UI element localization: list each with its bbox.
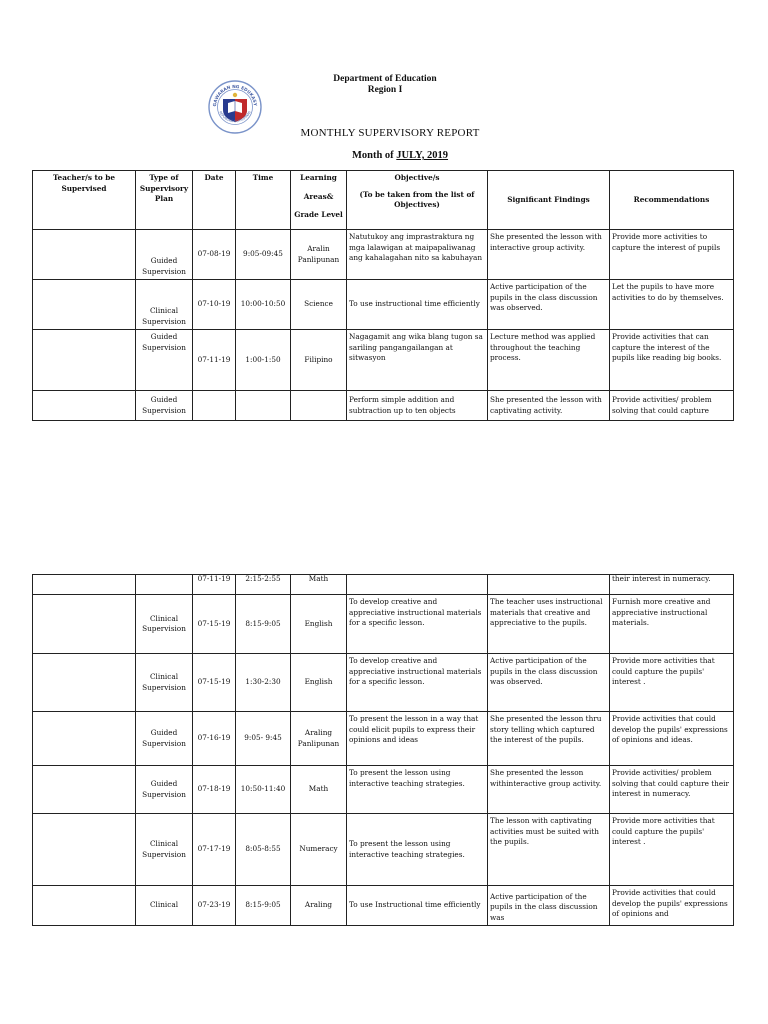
cell-findings: She presented the lesson withinteractive group activity.: [488, 766, 610, 814]
header-teacher: Teacher/s to be Supervised: [33, 171, 136, 230]
cell-area: English: [291, 654, 347, 712]
cell-area: Math: [291, 575, 347, 595]
cell-findings: The teacher uses instructional materials that creative and appreciative to the pupils.: [488, 595, 610, 654]
cell-findings: Active participation of the pupils in the class discussion was observed.: [488, 280, 610, 330]
cell-recommendations: Provide more activities that could capture the pupils' interest .: [610, 654, 734, 712]
table-header-row: [33, 171, 734, 230]
cell-date: [193, 391, 236, 421]
cell-date: 07-15-19: [193, 595, 236, 654]
department-block: [290, 74, 480, 96]
cell-time: [236, 391, 291, 421]
cell-date: 07-10-19: [193, 280, 236, 330]
cell-time: 8:15-9:05: [236, 886, 291, 926]
cell-type: Clinical Supervision: [136, 654, 193, 712]
cell-type: Guided Supervision: [136, 330, 193, 391]
cell-recommendations: Let the pupils to have more activities to do by themselves.: [610, 280, 734, 330]
cell-findings: Lecture method was applied throughout the teaching process.: [488, 330, 610, 391]
table-row: [33, 230, 734, 280]
cell-recommendations: Provide activities/ problem solving that could capture their interest in numeracy.: [610, 766, 734, 814]
cell-findings: Active participation of the pupils in the class discussion was: [488, 886, 610, 926]
cell-time: 9:05- 9:45: [236, 712, 291, 766]
cell-recommendations: Provide activities that could develop the pupils' expressions of opinions and ideas.: [610, 712, 734, 766]
cell-findings: She presented the lesson with captivating activity.: [488, 391, 610, 421]
cell-teacher: [33, 886, 136, 926]
supervisory-table-page-1: [32, 170, 734, 421]
cell-date: 07-08-19: [193, 230, 236, 280]
cell-time: 10:00-10:50: [236, 280, 291, 330]
header-learning-c: Grade Level: [294, 210, 343, 219]
cell-type: Guided Supervision: [136, 391, 193, 421]
cell-time: 1:00-1:50: [236, 330, 291, 391]
cell-objective: To develop creative and appreciative instructional materials for a specific lesson.: [347, 595, 488, 654]
cell-type: Clinical Supervision: [136, 280, 193, 330]
cell-time: 8:15-9:05: [236, 595, 291, 654]
cell-area: English: [291, 595, 347, 654]
cell-objective: To present the lesson in a way that could elicit pupils to express their opinions and ideas: [347, 712, 488, 766]
month-line: [300, 150, 500, 161]
report-title: MONTHLY SUPERVISORY REPORT: [300, 127, 480, 139]
cell-recommendations: Provide activities that can capture the interest of the pupils like reading big books.: [610, 330, 734, 391]
cell-date: 07-15-19: [193, 654, 236, 712]
cell-type: Guided Supervision: [136, 230, 193, 280]
cell-time: 10:50-11:40: [236, 766, 291, 814]
cell-type: [136, 575, 193, 595]
cell-area: Araling Panlipunan: [291, 712, 347, 766]
table-row: [33, 886, 734, 926]
header-learning-a: Learning: [300, 173, 337, 182]
cell-teacher: [33, 814, 136, 886]
header-date: Date: [193, 171, 236, 230]
cell-objective: Perform simple addition and subtraction up to ten objects: [347, 391, 488, 421]
cell-objective: Nagagamit ang wika blang tugon sa sariling pangangailangan at sitwasyon: [347, 330, 488, 391]
cell-teacher: [33, 595, 136, 654]
cell-findings: [488, 575, 610, 595]
cell-recommendations: their interest in numeracy.: [610, 575, 734, 595]
cell-type: Clinical: [136, 886, 193, 926]
cell-objective: To present the lesson using interactive teaching strategies.: [347, 766, 488, 814]
department-name: Department of Education: [333, 74, 437, 84]
table-row: [33, 654, 734, 712]
supervisory-table-page-2: [32, 574, 734, 926]
cell-teacher: [33, 391, 136, 421]
table-row: [33, 712, 734, 766]
cell-teacher: [33, 330, 136, 391]
cell-area: Aralin Panlipunan: [291, 230, 347, 280]
cell-teacher: [33, 575, 136, 595]
table-row: [33, 595, 734, 654]
table-row: [33, 330, 734, 391]
cell-date: 07-11-19: [193, 575, 236, 595]
table-row-continued: [33, 575, 734, 595]
header-learning-area: [291, 171, 347, 230]
cell-teacher: [33, 654, 136, 712]
cell-time: 9:05-09:45: [236, 230, 291, 280]
cell-type: Clinical Supervision: [136, 814, 193, 886]
cell-recommendations: Provide activities that could develop the pupils' expressions of opinions and: [610, 886, 734, 926]
cell-objective: To use Instructional time efficiently: [347, 886, 488, 926]
cell-area: Araling: [291, 886, 347, 926]
report-header: [0, 0, 768, 170]
header-objective: [347, 171, 488, 230]
cell-time: 2:15-2:55: [236, 575, 291, 595]
cell-area: Science: [291, 280, 347, 330]
seal-ring-text: GAWARAN NG EDUKASY: [212, 84, 258, 107]
cell-findings: Active participation of the pupils in the class discussion was observed.: [488, 654, 610, 712]
table-row: [33, 766, 734, 814]
cell-objective: To use instructional time efficiently: [347, 280, 488, 330]
cell-area: [291, 391, 347, 421]
header-type: Type of Supervisory Plan: [136, 171, 193, 230]
cell-type: Clinical Supervision: [136, 595, 193, 654]
table-row: [33, 814, 734, 886]
cell-date: 07-23-19: [193, 886, 236, 926]
cell-teacher: [33, 230, 136, 280]
header-recommendations: Recommendations: [610, 171, 734, 230]
cell-findings: She presented the lesson thru story telling which captured the interest of the pupils.: [488, 712, 610, 766]
cell-objective: Natutukoy ang imprastraktura ng mga lalawigan at maipapaliwanag ang kahalagahan nito sa kabuhayan: [347, 230, 488, 280]
cell-area: Filipino: [291, 330, 347, 391]
cell-findings: She presented the lesson with interactive group activity.: [488, 230, 610, 280]
cell-type: Guided Supervision: [136, 766, 193, 814]
header-objective-a: Objective/s: [394, 173, 440, 182]
cell-time: 1:30-2:30: [236, 654, 291, 712]
region-name: Region I: [367, 85, 403, 95]
seal-bottom-text: REPUBLIKA NG PILIPINAS: [218, 110, 252, 124]
cell-time: 8:05-8:55: [236, 814, 291, 886]
cell-recommendations: Provide activities/ problem solving that could capture: [610, 391, 734, 421]
cell-date: 07-17-19: [193, 814, 236, 886]
header-objective-b: (To be taken from the list of Objectives): [359, 189, 475, 209]
cell-teacher: [33, 280, 136, 330]
table-row: [33, 280, 734, 330]
header-time: Time: [236, 171, 291, 230]
cell-date: 07-18-19: [193, 766, 236, 814]
header-learning-b: Areas&: [303, 191, 334, 201]
cell-area: Math: [291, 766, 347, 814]
cell-teacher: [33, 766, 136, 814]
cell-area: Numeracy: [291, 814, 347, 886]
cell-objective: To develop creative and appreciative instructional materials for a specific lesson.: [347, 654, 488, 712]
header-findings: Significant Findings: [488, 171, 610, 230]
cell-objective: [347, 575, 488, 595]
cell-recommendations: Provide more activities that could capture the pupils' interest .: [610, 814, 734, 886]
cell-teacher: [33, 712, 136, 766]
table-row: [33, 391, 734, 421]
cell-findings: The lesson with captivating activities must be suited with the pupils.: [488, 814, 610, 886]
cell-date: 07-16-19: [193, 712, 236, 766]
cell-type: Guided Supervision: [136, 712, 193, 766]
cell-recommendations: Furnish more creative and appreciative instructional materials.: [610, 595, 734, 654]
cell-objective: To present the lesson using interactive teaching strategies.: [347, 814, 488, 886]
month-label: Month of: [351, 150, 394, 161]
month-value: JULY, 2019: [396, 150, 449, 161]
cell-date: 07-11-19: [193, 330, 236, 391]
cell-recommendations: Provide more activities to capture the interest of pupils: [610, 230, 734, 280]
deped-seal-icon: [208, 80, 262, 134]
